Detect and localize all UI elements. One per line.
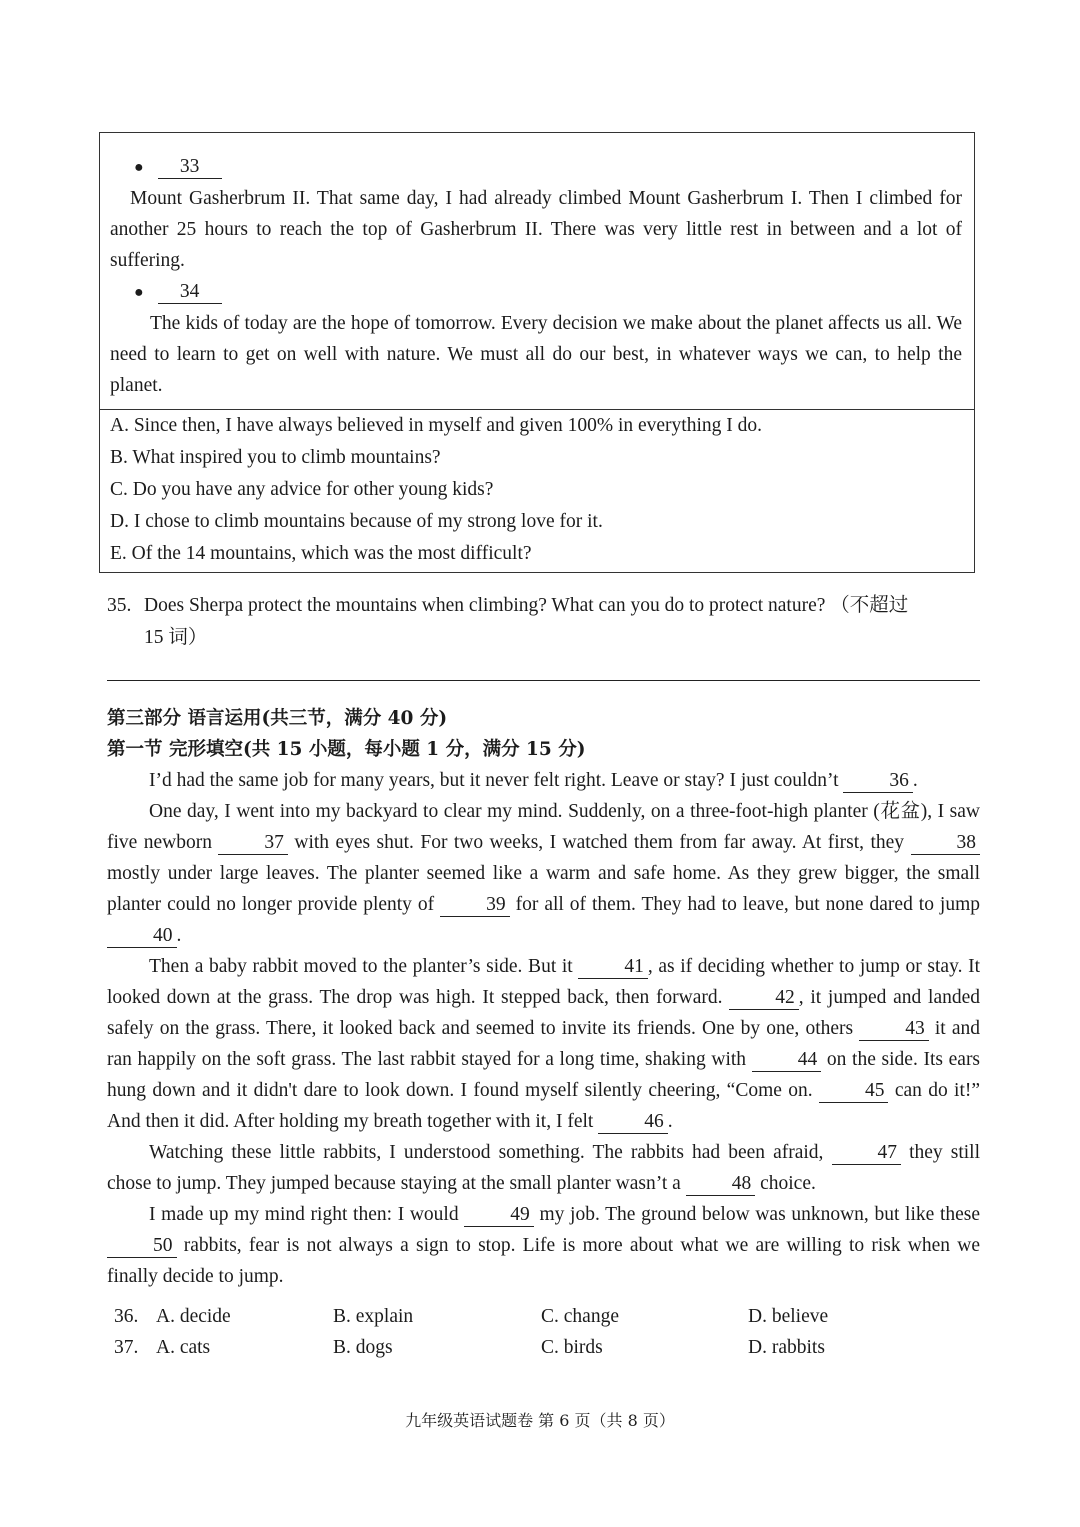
blank-39[interactable]: 39	[440, 894, 510, 917]
blank-48[interactable]: 48	[686, 1173, 756, 1196]
bullet-icon: ●	[134, 158, 144, 176]
answer-line[interactable]	[107, 680, 980, 681]
choice-b[interactable]: B. dogs	[333, 1337, 393, 1358]
bullet-33	[110, 151, 962, 183]
paragraph-34: The kids of today are the hope of tomorrow. Every decision we make about the planet affects us all. We need to learn to get on well with nature. We must all do our best, in whatever ways we can, to help the planet.	[110, 313, 962, 396]
choice-row-37	[107, 1332, 980, 1363]
cloze-paragraph-2: One day, I went into my backyard to clear my mind. Suddenly, on a three-foot-high planter (花盆), I saw five newborn 37 with eyes shut. For two weeks, I watched them from far away. At first, they 38 mostly under large leaves. The planter seemed like a warm and safe home. As they grew bigger, the small planter could no longer provide plenty of 39 for all of them. They had to leave, but none dared to jump 40 .	[107, 801, 981, 946]
blank-43[interactable]: 43	[859, 1018, 929, 1041]
blank-50[interactable]: 50	[107, 1235, 177, 1258]
choice-a[interactable]: A. cats	[156, 1337, 211, 1358]
blank-46[interactable]: 46	[598, 1111, 668, 1134]
page-footer: 九年级英语试题卷 第 6 页（共 8 页）	[405, 1411, 675, 1430]
blank-45[interactable]: 45	[819, 1080, 889, 1103]
choice-c[interactable]: C. change	[541, 1306, 619, 1327]
blank-38[interactable]: 38	[911, 832, 981, 855]
part-title: 第三部分 语言运用(共三节，满分 40 分)	[107, 708, 448, 729]
blank-42[interactable]: 42	[729, 987, 799, 1010]
choice-number: 36.	[114, 1306, 139, 1327]
option-c: C. Do you have any advice for other young kids?	[110, 479, 494, 500]
blank-33[interactable]: 33	[158, 156, 222, 179]
choice-b[interactable]: B. explain	[333, 1306, 414, 1327]
cloze-passage	[107, 765, 980, 1292]
question-text: Does Sherpa protect the mountains when climbing? What can you do to protect nature? （不超过	[144, 595, 909, 616]
option-a: A. Since then, I have always believed in myself and given 100% in everything I do.	[110, 415, 762, 436]
choice-c[interactable]: C. birds	[541, 1337, 603, 1358]
blank-36[interactable]: 36	[843, 770, 913, 793]
blank-44[interactable]: 44	[752, 1049, 822, 1072]
choice-d[interactable]: D. rabbits	[748, 1337, 825, 1358]
cloze-paragraph-3: Then a baby rabbit moved to the planter’s side. But it 41 , as if deciding whether to jump or stay. It looked down at the grass. The drop was high. It stepped back, then forward. 42 , it jumped and landed safely on the grass. There, it looked back and seemed to invite its friends. One by one, others 43 it and ran happily on the soft grass. The last rabbit stayed for a long time, shaking with 44 on the side. Its ears hung down and it didn't dare to look down. I found myself silently cheering, “Come on. 45 can do it!” And then it did. After holding my breath together with it, I felt 46 .	[107, 956, 981, 1132]
options-box	[100, 409, 974, 572]
blank-47[interactable]: 47	[832, 1142, 902, 1165]
section-3	[107, 703, 980, 1363]
choice-d[interactable]: D. believe	[748, 1306, 829, 1327]
blank-41[interactable]: 41	[578, 956, 648, 979]
blank-37[interactable]: 37	[218, 832, 288, 855]
paragraph-33: Mount Gasherbrum II. That same day, I had already climbed Mount Gasherbrum I. Then I climbed for another 25 hours to reach the top of Gasherbrum II. There was very little rest in between and a lot of suffering.	[110, 188, 962, 271]
option-d: D. I chose to climb mountains because of my strong love for it.	[110, 511, 603, 532]
choice-number: 37.	[114, 1337, 139, 1358]
choice-a[interactable]: A. decide	[156, 1306, 231, 1327]
reading-box	[99, 132, 975, 573]
cloze-paragraph-5: I made up my mind right then: I would 49 my job. The ground below was unknown, but like these 50 rabbits, fear is not always a sign to stop. Life is more about what we are willing to risk when we finally decide to jump.	[107, 1204, 981, 1287]
bullet-icon: ●	[134, 283, 144, 301]
option-b: B. What inspired you to climb mountains?	[110, 447, 441, 468]
question-number: 35.	[107, 595, 132, 616]
option-e: E. Of the 14 mountains, which was the most difficult?	[110, 543, 532, 564]
question-text-cont: 15 词）	[144, 627, 208, 648]
question-35	[107, 590, 980, 654]
choice-row-36	[107, 1301, 980, 1332]
bullet-34	[110, 276, 962, 308]
choice-list	[107, 1301, 980, 1363]
cloze-paragraph-4: Watching these little rabbits, I understood something. The rabbits had been afraid, 47 they still chose to jump. They jumped because staying at the small planter wasn’t a 48 choice.	[107, 1142, 981, 1194]
blank-49[interactable]: 49	[464, 1204, 534, 1227]
passage-area	[100, 133, 974, 409]
cloze-paragraph-1: I’d had the same job for many years, but it never felt right. Leave or stay? I just couldn’t 36 .	[149, 770, 918, 791]
section-title: 第一节 完形填空(共 15 小题，每小题 1 分，满分 15 分)	[107, 739, 586, 760]
blank-34[interactable]: 34	[158, 281, 222, 304]
blank-40[interactable]: 40	[107, 925, 177, 948]
